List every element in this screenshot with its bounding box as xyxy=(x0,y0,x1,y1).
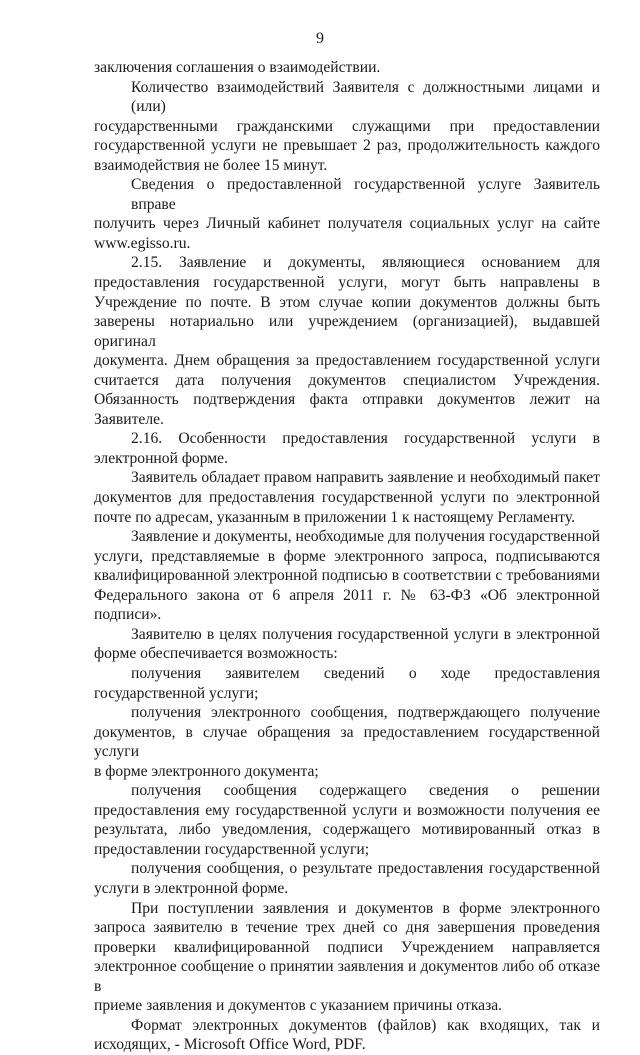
text-line: услуги, представляемые в форме электронного запроса, подписываются xyxy=(94,547,600,565)
text-line: документа. Днем обращения за предоставлением государственной услуги xyxy=(94,352,600,370)
text-line: Сведения о предоставленной государственной услуге Заявитель вправе xyxy=(131,176,600,213)
text-line: результата, либо уведомления, содержащего мотивированный отказ в xyxy=(94,821,600,839)
text-line: Заявление и документы, необходимые для получения государственной xyxy=(131,528,600,546)
text-line: Заявитель обладает правом направить заявление и необходимый пакет xyxy=(131,469,600,487)
text-line: считается дата получения документов специалистом Учреждения. xyxy=(94,371,600,389)
text-line: документов для предоставления государственной услуги по электронной xyxy=(94,489,600,507)
paragraph xyxy=(94,58,600,78)
text-line: почте по адресам, указанным в приложении 1 к настоящему Регламенту. xyxy=(94,508,576,526)
text-line: исходящих, - Microsoft Office Word, PDF. xyxy=(94,1036,366,1054)
text-line: государственной услуги не превышает 2 раз, продолжительность каждого xyxy=(94,137,600,155)
paragraph xyxy=(94,625,600,664)
text-line: предоставлении государственной услуги; xyxy=(94,840,370,858)
paragraph xyxy=(94,78,600,176)
text-line: Обязанность подтверждения факта отправки документов лежит на Заявителе. xyxy=(94,391,600,428)
text-line: получения сообщения содержащего сведения о решении xyxy=(131,782,600,800)
text-line: заключения соглашения о взаимодействии. xyxy=(94,59,381,76)
text-line: проверки квалифицированной подписи Учреждением направляется xyxy=(94,938,600,956)
paragraph xyxy=(94,703,600,781)
text-line: 2.15. Заявление и документы, являющиеся основанием для xyxy=(131,254,600,272)
paragraph xyxy=(94,253,600,429)
text-line: получения заявителем сведений о ходе предоставления xyxy=(131,664,600,682)
text-line: в форме электронного документа; xyxy=(94,762,319,780)
text-line: 2.16. Особенности предоставления государственной услуги в xyxy=(131,430,600,448)
text-line: электронное сообщение о принятии заявления и документов либо об отказе в xyxy=(94,958,600,995)
text-line: запроса заявителю в течение трех дней со дня завершения проведения xyxy=(94,919,600,937)
text-line: Учреждение по почте. В этом случае копии документов должны быть xyxy=(94,293,600,311)
text-line: получить через Личный кабинет получателя социальных услуг на сайте xyxy=(94,215,600,233)
text-line: Заявителю в целях получения государственной услуги в электронной xyxy=(131,625,600,643)
paragraph xyxy=(94,859,600,898)
text-line: документов, в случае обращения за предоставлением государственной услуги xyxy=(94,723,600,761)
text-line: Количество взаимодействий Заявителя с должностными лицами и (или) xyxy=(131,78,600,116)
text-line: заверены нотариально или учреждением (организацией), выдавшей оригинал xyxy=(94,313,600,350)
paragraph xyxy=(94,1016,600,1055)
text-line: взаимодействия не более 15 минут. xyxy=(94,156,328,174)
text-line: При поступлении заявления и документов в форме электронного xyxy=(131,899,600,917)
document-body xyxy=(94,58,600,1055)
paragraph xyxy=(94,175,600,253)
text-line: Федерального закона от 6 апреля 2011 г. № 63-ФЗ «Об электронной xyxy=(94,586,600,604)
text-line: предоставления государственной услуги, могут быть направлены в xyxy=(94,274,600,292)
text-line: государственными гражданскими служащими при предоставлении xyxy=(94,117,600,135)
paragraph xyxy=(94,429,600,468)
text-line: квалифицированной электронной подписью в соответствии с требованиями xyxy=(94,567,600,585)
paragraph xyxy=(94,781,600,859)
text-line: получения сообщения, о результате предоставления государственной xyxy=(131,860,600,878)
paragraph xyxy=(94,664,600,703)
paragraph xyxy=(94,468,600,527)
paragraph xyxy=(94,527,600,625)
text-line: получения электронного сообщения, подтверждающего получение xyxy=(131,704,600,722)
text-line: услуги в электронной форме. xyxy=(94,879,289,897)
text-line: электронной форме. xyxy=(94,449,228,467)
text-line: www.egisso.ru. xyxy=(94,234,191,252)
text-line: форме обеспечивается возможность: xyxy=(94,645,338,663)
text-line: предоставления ему государственной услуги и возможности получения ее xyxy=(94,801,600,819)
text-line: приеме заявления и документов с указанием причины отказа. xyxy=(94,997,503,1015)
text-line: Формат электронных документов (файлов) как входящих, так и xyxy=(131,1016,600,1034)
text-line: подписи». xyxy=(94,606,162,624)
page-number: 9 xyxy=(316,30,324,47)
paragraph xyxy=(94,899,600,1016)
text-line: государственной услуги; xyxy=(94,684,259,702)
